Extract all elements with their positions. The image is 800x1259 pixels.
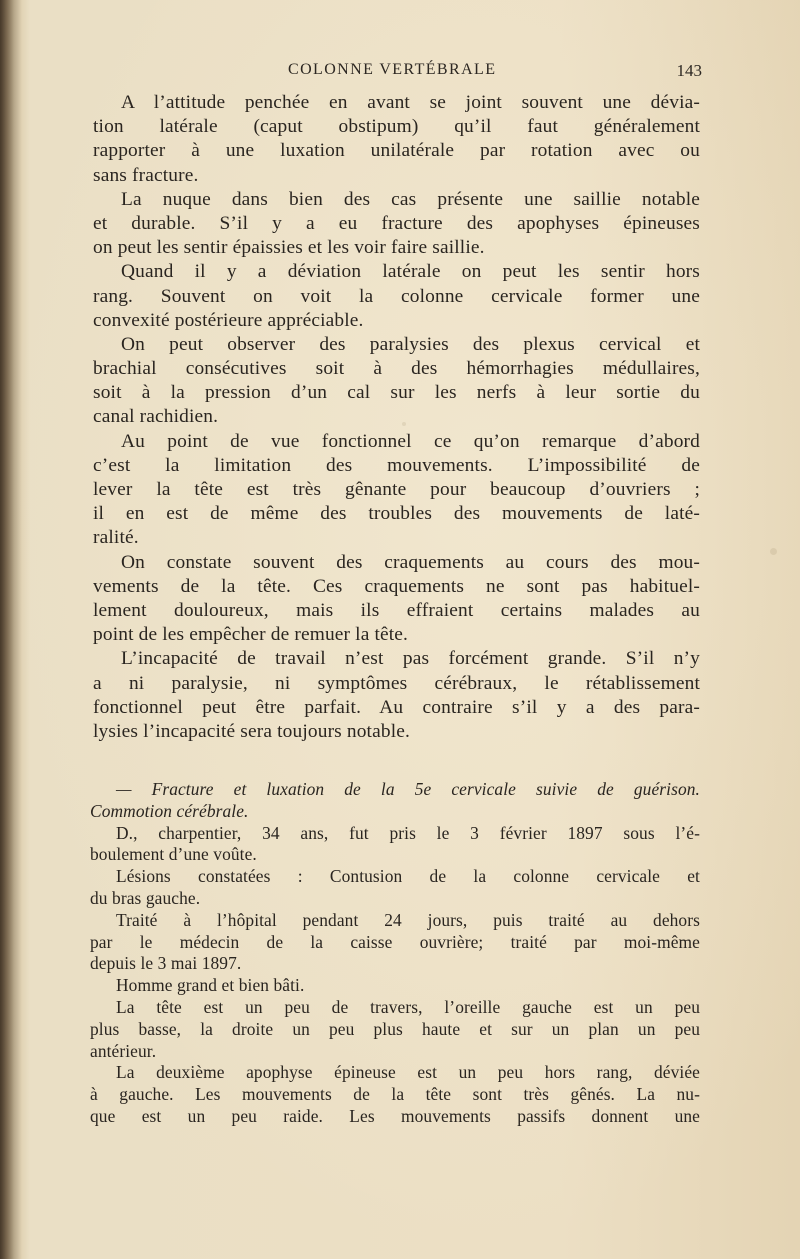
text-line: et durable. S’il y a eu fracture des apophyses épineuses [93, 212, 700, 234]
text-line: vements de la tête. Ces craquements ne sont pas habituel- [93, 575, 700, 597]
paragraph [93, 647, 700, 744]
paragraph [93, 91, 700, 188]
text-line: rang. Souvent on voit la colonne cervicale former une [93, 285, 700, 307]
text-line: On peut observer des paralysies des plexus cervical et [121, 333, 700, 355]
text-line: soit à la pression d’un cal sur les nerfs à leur sortie du [93, 382, 700, 404]
text-line: A l’attitude penchée en avant se joint souvent une dévia- [121, 92, 700, 113]
case-title [90, 779, 700, 823]
case-text-line: Homme grand et bien bâti. [116, 975, 305, 996]
text-line: lever la tête est très gênante pour beaucoup d’ouvriers ; [93, 479, 700, 500]
text-line: il en est de même des troubles des mouvements de laté- [93, 503, 700, 525]
case-paragraph [90, 997, 700, 1062]
case-text-line: La deuxième apophyse épineuse est un peu hors rang, déviée [116, 1062, 700, 1083]
paragraph [93, 188, 700, 261]
case-text-line: Traité à l’hôpital pendant 24 jours, puis traité au dehors [116, 909, 700, 930]
text-line: point de les empêcher de remuer la tête. [93, 624, 409, 646]
case-paragraph [90, 1062, 700, 1127]
main-text [93, 91, 700, 744]
paragraph [93, 430, 700, 551]
text-line: convexité postérieure appréciable. [93, 309, 364, 331]
text-line: ralité. [93, 527, 139, 549]
text-line: lysies l’incapacité sera toujours notable. [93, 720, 410, 742]
paragraph [93, 260, 700, 333]
case-text-line: La tête est un peu de travers, l’oreille gauche est un peu [116, 996, 700, 1017]
case-text-line: à gauche. Les mouvements de la tête sont très gênés. La nu- [90, 1084, 700, 1105]
paragraph [93, 551, 700, 648]
text-line: L’incapacité de travail n’est pas forcément grande. S’il n’y [121, 648, 700, 670]
text-line: La nuque dans bien des cas présente une saillie notable [121, 188, 700, 210]
text-line: fonctionnel peut être parfait. Au contraire s’il y a des para- [93, 696, 700, 718]
text-line: c’est la limitation des mouvements. L’impossibilité de [93, 454, 700, 476]
text-line: canal rachidien. [93, 406, 219, 428]
case-text-line: D., charpentier, 34 ans, fut pris le 3 février 1897 sous l’é- [116, 822, 700, 843]
case-paragraph [90, 975, 700, 997]
case-text-line: par le médecin de la caisse ouvrière; traité par moi-même [90, 931, 700, 952]
paragraph [93, 333, 700, 430]
case-title-line: — Fracture et luxation de la 5e cervicale suivie de guérison. [116, 779, 700, 799]
case-text-line: plus basse, la droite un peu plus haute et sur un plan un peu [90, 1018, 700, 1039]
text-line: a ni paralysie, ni symptômes cérébraux, le rétablissement [93, 672, 700, 694]
text-line: Au point de vue fonctionnel ce qu’on remarque d’abord [121, 430, 700, 452]
case-text-line: depuis le 3 mai 1897. [90, 953, 242, 974]
text-line: on peut les sentir épaissies et les voir faire saillie. [93, 237, 485, 259]
case-title-line: Commotion cérébrale. [90, 800, 249, 821]
text-line: rapporter à une luxation unilatérale par rotation avec ou [93, 140, 700, 162]
text-line: On constate souvent des craquements au cours des mou- [121, 551, 700, 573]
case-text-line: antérieur. [90, 1040, 157, 1061]
text-line: sans fracture. [93, 164, 199, 186]
case-report [90, 779, 700, 1128]
case-text-line: boulement d’une voûte. [90, 844, 257, 865]
page-number: 143 [676, 61, 702, 80]
case-paragraph [90, 823, 700, 867]
case-text-line: que est un peu raide. Les mouvements passifs donnent une [90, 1105, 700, 1126]
running-header [100, 61, 702, 85]
text-line: tion latérale (caput obstipum) qu’il faut généralement [93, 116, 700, 138]
case-paragraph [90, 910, 700, 975]
running-title: COLONNE VERTÉBRALE [288, 61, 497, 78]
text-line: lement douloureux, mais ils effraient certains malades au [93, 599, 700, 621]
text-line: Quand il y a déviation latérale on peut les sentir hors [121, 261, 700, 283]
binding-shadow [0, 0, 22, 1259]
text-line: brachial consécutives soit à des hémorrhagies médullaires, [93, 358, 700, 380]
case-text-line: Lésions constatées : Contusion de la colonne cervicale et [116, 866, 700, 887]
case-paragraph [90, 866, 700, 910]
paper-spot [770, 548, 777, 555]
case-text-line: du bras gauche. [90, 887, 201, 908]
